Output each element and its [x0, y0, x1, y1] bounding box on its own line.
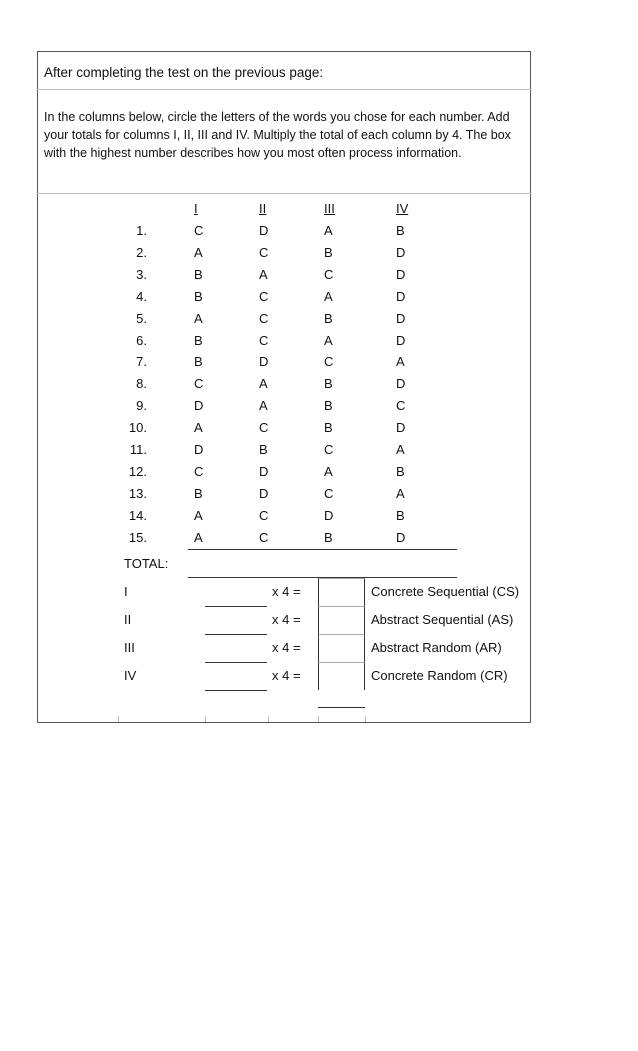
- answer-letter[interactable]: D: [259, 486, 269, 501]
- multiply-label: x 4 =: [272, 640, 301, 655]
- row-number: 8.: [136, 376, 147, 391]
- answer-letter[interactable]: D: [396, 289, 406, 304]
- column-total-blank[interactable]: [205, 662, 267, 663]
- answer-letter[interactable]: C: [259, 245, 269, 260]
- answer-letter[interactable]: D: [396, 376, 406, 391]
- answer-letter[interactable]: B: [194, 267, 203, 282]
- answer-letter[interactable]: B: [194, 333, 203, 348]
- column-total-blank[interactable]: [205, 690, 267, 691]
- answer-letter[interactable]: C: [259, 508, 269, 523]
- answer-letter[interactable]: A: [324, 333, 333, 348]
- row-number: 6.: [136, 333, 147, 348]
- learning-style-label: Abstract Sequential (AS): [371, 612, 514, 627]
- multiply-label: x 4 =: [272, 612, 301, 627]
- result-box[interactable]: [318, 662, 365, 690]
- learning-style-label: Concrete Random (CR): [371, 668, 508, 683]
- result-column-label: IV: [124, 668, 137, 683]
- answer-letter[interactable]: D: [194, 442, 204, 457]
- answer-letter[interactable]: D: [396, 245, 406, 260]
- column-header-2: II: [259, 201, 267, 216]
- answer-letter[interactable]: B: [324, 398, 333, 413]
- row-number: 14.: [128, 508, 147, 523]
- grid-tick: [318, 716, 319, 722]
- learning-style-label: Abstract Random (AR): [371, 640, 502, 655]
- heading-divider: [37, 89, 531, 90]
- row-number: 3.: [136, 267, 147, 282]
- box-bottom-rule: [318, 707, 365, 708]
- answer-letter[interactable]: B: [396, 464, 405, 479]
- answer-letter[interactable]: C: [324, 442, 334, 457]
- answer-letter[interactable]: C: [324, 486, 334, 501]
- answer-letter[interactable]: D: [396, 267, 406, 282]
- grid-tick: [118, 716, 119, 722]
- answer-letter[interactable]: A: [324, 289, 333, 304]
- row-number: 12.: [128, 464, 147, 479]
- answer-letter[interactable]: A: [324, 464, 333, 479]
- total-label: TOTAL:: [124, 556, 169, 571]
- answer-letter[interactable]: A: [259, 267, 268, 282]
- answer-letter[interactable]: D: [324, 508, 334, 523]
- result-box[interactable]: [318, 634, 365, 662]
- result-box[interactable]: [318, 606, 365, 634]
- answer-letter[interactable]: C: [194, 223, 204, 238]
- column-total-blank[interactable]: [205, 606, 267, 607]
- answer-letter[interactable]: B: [194, 289, 203, 304]
- grid-tick: [365, 716, 366, 722]
- column-total-blank[interactable]: [205, 634, 267, 635]
- answer-letter[interactable]: D: [259, 223, 269, 238]
- answer-letter[interactable]: C: [396, 398, 406, 413]
- answer-letter[interactable]: D: [396, 420, 406, 435]
- answer-letter[interactable]: B: [194, 354, 203, 369]
- answer-letter[interactable]: D: [259, 354, 269, 369]
- row-number: 5.: [136, 311, 147, 326]
- answer-letter[interactable]: C: [259, 530, 269, 545]
- answer-letter[interactable]: A: [194, 530, 203, 545]
- answer-letter[interactable]: A: [324, 223, 333, 238]
- result-column-label: II: [124, 612, 132, 627]
- row-number: 10.: [128, 420, 147, 435]
- answer-letter[interactable]: B: [324, 530, 333, 545]
- row-number: 9.: [136, 398, 147, 413]
- answer-letter[interactable]: D: [259, 464, 269, 479]
- answer-letter[interactable]: B: [324, 376, 333, 391]
- answer-letter[interactable]: A: [396, 354, 405, 369]
- answer-letter[interactable]: B: [324, 245, 333, 260]
- row-number: 4.: [136, 289, 147, 304]
- grid-tick: [268, 716, 269, 722]
- answer-letter[interactable]: C: [324, 354, 334, 369]
- column-header-4: IV: [396, 201, 409, 216]
- answer-letter[interactable]: D: [396, 530, 406, 545]
- result-column-label: III: [124, 640, 135, 655]
- answer-letter[interactable]: A: [194, 311, 203, 326]
- answer-letter[interactable]: B: [259, 442, 268, 457]
- answer-letter[interactable]: A: [396, 442, 405, 457]
- row-number: 1.: [136, 223, 147, 238]
- answer-letter[interactable]: B: [324, 420, 333, 435]
- answer-letter[interactable]: A: [259, 398, 268, 413]
- grid-tick: [205, 716, 206, 722]
- column-header-3: III: [324, 201, 335, 216]
- row-number: 15.: [128, 530, 147, 545]
- answer-letter[interactable]: C: [259, 311, 269, 326]
- answer-letter[interactable]: C: [259, 333, 269, 348]
- multiply-label: x 4 =: [272, 668, 301, 683]
- answer-letter[interactable]: D: [396, 333, 406, 348]
- row-number: 13.: [128, 486, 147, 501]
- answer-letter[interactable]: D: [396, 311, 406, 326]
- instructions-divider: [37, 193, 531, 194]
- answer-letter[interactable]: C: [259, 420, 269, 435]
- answer-letter[interactable]: A: [194, 420, 203, 435]
- answer-letter[interactable]: A: [194, 245, 203, 260]
- answer-letter[interactable]: B: [194, 486, 203, 501]
- instructions-text: In the columns below, circle the letters of the words you chose for each number. Add your totals for columns I, II, III and IV. Multiply the total of each column by 4. The box with the highest number describes how you most often process information.: [44, 110, 511, 160]
- learning-style-label: Concrete Sequential (CS): [371, 584, 520, 599]
- row-number: 7.: [136, 354, 147, 369]
- answer-letter[interactable]: C: [324, 267, 334, 282]
- multiply-label: x 4 =: [272, 584, 301, 599]
- row-number: 2.: [136, 245, 147, 260]
- row-number: 11.: [129, 442, 147, 457]
- answer-letter[interactable]: B: [396, 508, 405, 523]
- answer-letter[interactable]: A: [259, 376, 268, 391]
- column-header-1: I: [194, 201, 198, 216]
- answer-letter[interactable]: D: [194, 398, 204, 413]
- total-top-rule: [188, 549, 457, 550]
- answer-letter[interactable]: B: [324, 311, 333, 326]
- answer-letter[interactable]: C: [194, 464, 204, 479]
- result-column-label: I: [124, 584, 128, 599]
- answer-letter[interactable]: A: [194, 508, 203, 523]
- answer-letter[interactable]: A: [396, 486, 405, 501]
- answer-letter[interactable]: B: [396, 223, 405, 238]
- answer-letter[interactable]: C: [194, 376, 204, 391]
- worksheet-heading: After completing the test on the previous page:: [44, 65, 324, 80]
- result-box[interactable]: [318, 578, 365, 606]
- answer-letter[interactable]: C: [259, 289, 269, 304]
